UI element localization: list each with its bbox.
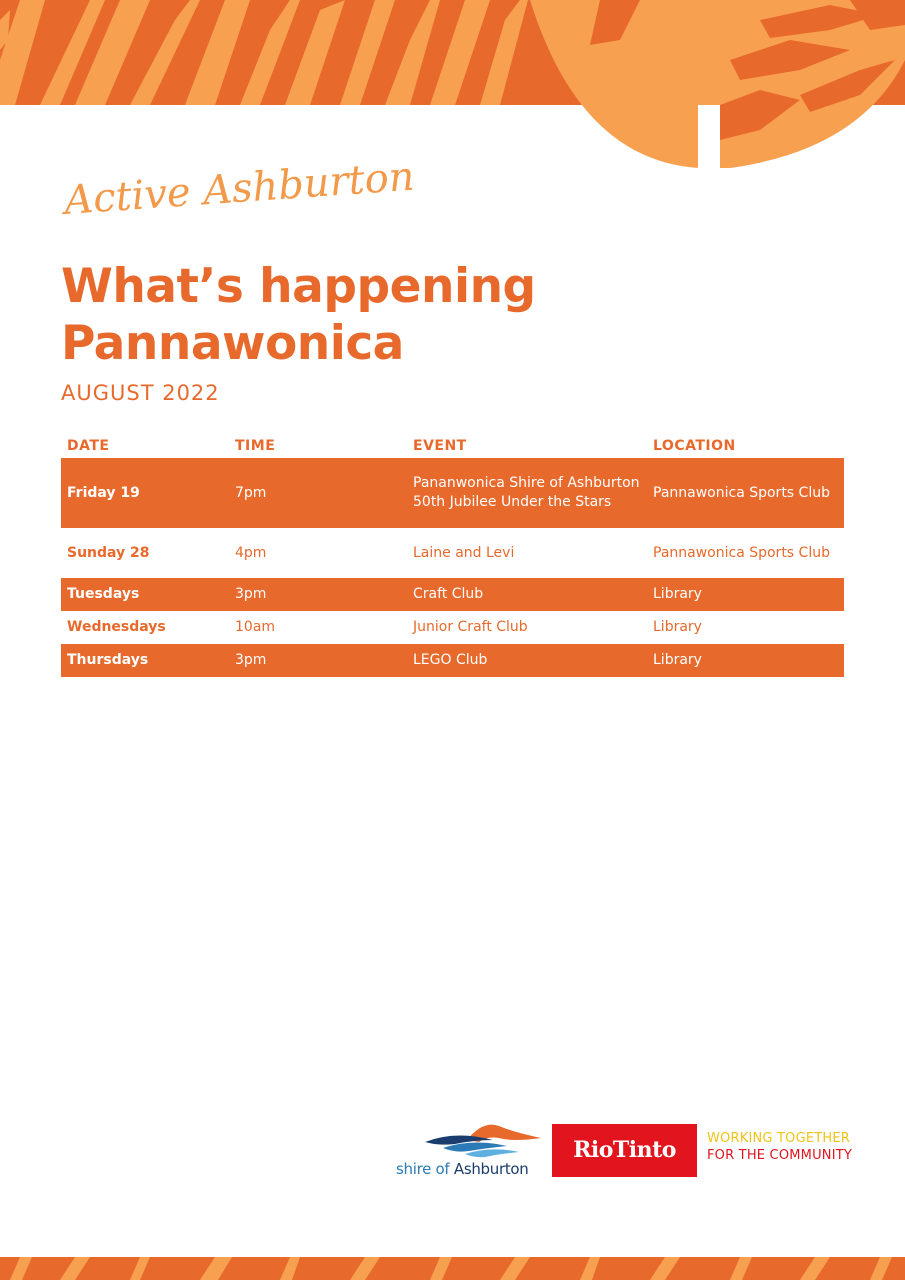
event-date: Wednesdays — [61, 611, 229, 644]
event-location: Library — [647, 578, 844, 611]
table-row — [61, 528, 844, 578]
ashburton-name: Ashburton — [453, 1160, 529, 1178]
column-header-date: DATE — [67, 437, 110, 454]
header-brush-pattern — [0, 0, 905, 170]
sponsor-footer — [395, 1118, 895, 1188]
partnership-tagline — [707, 1130, 852, 1164]
title-line-1: What’s happening — [61, 259, 536, 314]
month-subtitle: AUGUST 2022 — [61, 381, 220, 405]
event-name: Craft Club — [407, 578, 647, 611]
event-location: Library — [647, 644, 844, 677]
event-name: LEGO Club — [407, 644, 647, 677]
ashburton-prefix: shire of — [396, 1160, 454, 1178]
table-row — [61, 458, 844, 528]
event-date: Thursdays — [61, 644, 229, 677]
tagline-line-2: FOR THE COMMUNITY — [707, 1148, 853, 1163]
table-row — [61, 578, 844, 611]
footer-brush-pattern — [0, 1257, 905, 1280]
event-location: Pannawonica Sports Club — [647, 458, 844, 528]
event-time: 10am — [229, 611, 407, 644]
column-header-location: LOCATION — [653, 437, 736, 454]
event-location: Pannawonica Sports Club — [647, 528, 844, 578]
event-name: Junior Craft Club — [407, 611, 647, 644]
table-row — [61, 644, 844, 677]
shire-of-ashburton-wordmark — [396, 1160, 529, 1178]
column-header-time: TIME — [235, 437, 276, 454]
event-time: 7pm — [229, 458, 407, 528]
table-header-row — [61, 433, 844, 458]
table-row — [61, 611, 844, 644]
rio-tinto-logo — [552, 1124, 697, 1177]
page-title — [61, 258, 536, 372]
event-date: Friday 19 — [61, 458, 229, 528]
event-time: 3pm — [229, 578, 407, 611]
event-time: 3pm — [229, 644, 407, 677]
active-ashburton-script-logo: Active Ashburton — [62, 153, 416, 224]
event-location: Library — [647, 611, 844, 644]
rio-tinto-wordmark: RioTinto — [573, 1137, 676, 1163]
event-time: 4pm — [229, 528, 407, 578]
column-header-event: EVENT — [413, 437, 467, 454]
tagline-line-1: WORKING TOGETHER — [707, 1131, 851, 1146]
event-date: Tuesdays — [61, 578, 229, 611]
event-name: Pananwonica Shire of Ashburton 50th Jubilee Under the Stars — [407, 458, 647, 528]
events-table — [61, 433, 844, 677]
event-name: Laine and Levi — [407, 528, 647, 578]
title-line-2: Pannawonica — [61, 316, 404, 371]
event-date: Sunday 28 — [61, 528, 229, 578]
